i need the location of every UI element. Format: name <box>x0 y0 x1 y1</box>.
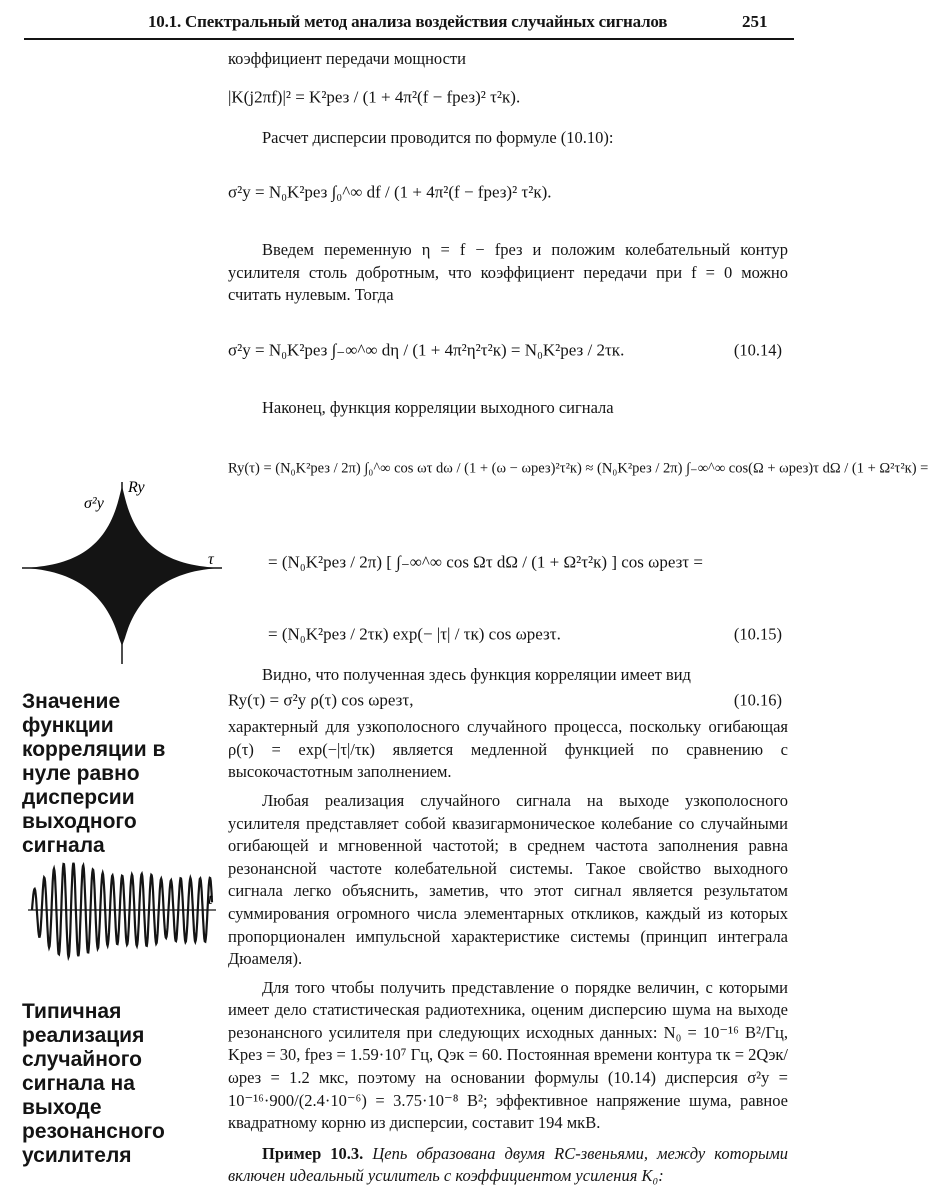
equation-text: Ry(τ) = σ²y ρ(τ) cos ωрезτ, <box>228 690 414 710</box>
equation-variance-integral <box>228 155 788 231</box>
equation-number: (10.16) <box>733 690 782 710</box>
paragraph-substitution: Введем переменную η = f − fрез и положим колебательный контур усилителя столь добротным, что коэффициент передачи при f = 0 можно считать нулевым. Тогда <box>228 240 788 305</box>
equation-10-16 <box>228 688 788 714</box>
equation-text: σ²y = N₀K²рез ∫₋∞^∞ dη / (1 + 4π²η²τ²к) = N₀K²рез / 2τк. <box>228 340 625 360</box>
equation-power-gain <box>228 77 788 119</box>
equation-text: = (N₀K²рез / 2π) [ ∫₋∞^∞ cos Ωτ dΩ / (1 + Ω²τ²к) ] cos ωрезτ = <box>268 552 703 572</box>
example-text: Цепь образована двумя RC-звеньями, между которыми включен идеальный усилитель с коэффициентом усиления K₀: <box>228 1143 789 1186</box>
running-title: 10.1. Спектральный метод анализа воздействия случайных сигналов <box>148 12 668 31</box>
equation-text: |K(j2πf)|² = K²рез / (1 + 4π²(f − fрез)² τ²к). <box>228 87 521 107</box>
equation-number: (10.14) <box>733 340 782 360</box>
equation-10-14 <box>228 313 788 389</box>
equation-10-15 <box>228 614 788 656</box>
example-10-3 <box>228 1143 788 1188</box>
main-text-column <box>228 48 928 1194</box>
sigma-label: σ²y <box>84 495 104 512</box>
paragraph-realization: Любая реализация случайного сигнала на выходе узкополосного усилителя представляет собой квазигармоническое колебание со случайными огибающей и мгновенной частотой; в среднем частота заполнения равна резонансной частоте колебательной системы. Такое свойство выходного сигнала легко объяснить, заметив, что этот сигнал является результатом суммирования огромного числа элементарных откликов, каждый из которых пропорционален импульсной характеристике системы (принцип интеграла Дюамеля). <box>228 790 788 969</box>
equation-text: Ry(τ) = (N₀K²рез / 2π) ∫₀^∞ cos ωτ dω / (1 + (ω − ωрез)²τ²к) ≈ (N₀K²рез / 2π) ∫₋∞^∞ cos(Ω + ωрез)τ dΩ / (1 + Ω²τ²к) = <box>228 460 928 477</box>
paragraph-correlation-form: Видно, что полученная здесь функция корреляции имеет вид <box>262 664 691 684</box>
example-label: Пример 10.3. <box>262 1143 364 1163</box>
paragraph-variance-intro: Расчет дисперсии проводится по формуле (10.10): <box>262 127 614 147</box>
paragraph-numeric-estimate: Для того чтобы получить представление о порядке величин, с которыми имеет дело статистическая радиотехника, оценим дисперсию шума на выходе резонансного усилителя при следующих исходных данных: N₀ = 10⁻¹⁶ В²/Гц, Kрез = 30, fрез = 1.59·10⁷ Гц, Qэк = 60. Постоянная времени контура τк = 2Qэк/ωрез = 1.2 мкс, поэтому на основании формулы (10.14) дисперсия σ²y = 10⁻¹⁶·900/(2.4·10⁻⁶) = 3.75·10⁻⁸ В²; эффективное напряжение шума, равное квадратному корню из дисперсии, составит 194 мкВ. <box>228 977 788 1133</box>
figure-caption-realization: Типичная реализация случайного сигнала на выходе резонансного усилителя <box>22 1000 165 1167</box>
equation-correlation-line2 <box>228 520 788 606</box>
correlation-envelope-fill <box>22 486 222 646</box>
paragraph-narrowband: характерный для узкополосного случайного процесса, поскольку огибающая ρ(τ) = exp(−|τ|/τк) является медленной функцией по сравнению с высокочастотным заполнением. <box>228 717 788 782</box>
random-realization-figure <box>22 852 222 982</box>
tau-label: τ <box>208 551 214 568</box>
equation-text: σ²y = N₀K²рез ∫₀^∞ df / (1 + 4π²(f − fрез)² τ²к). <box>228 182 552 202</box>
header-rule <box>24 38 794 40</box>
paragraph-power-gain: коэффициент передачи мощности <box>228 49 466 68</box>
time-label: t <box>208 891 213 908</box>
page-header <box>0 0 800 40</box>
equation-text: = (N₀K²рез / 2τк) exp(− |τ| / τк) cos ωрезτ. <box>268 624 561 644</box>
figure-caption-correlation: Значение функции корреляции в нуле равно дисперсии выходного сигнала <box>22 690 166 857</box>
correlation-function-figure <box>22 468 222 668</box>
page-number: 251 <box>742 12 768 31</box>
equation-number: (10.15) <box>733 624 782 644</box>
equation-correlation-line1 <box>228 426 928 512</box>
paragraph-correlation-intro: Наконец, функция корреляции выходного сигнала <box>262 397 614 417</box>
ry-label: Ry <box>128 479 145 496</box>
